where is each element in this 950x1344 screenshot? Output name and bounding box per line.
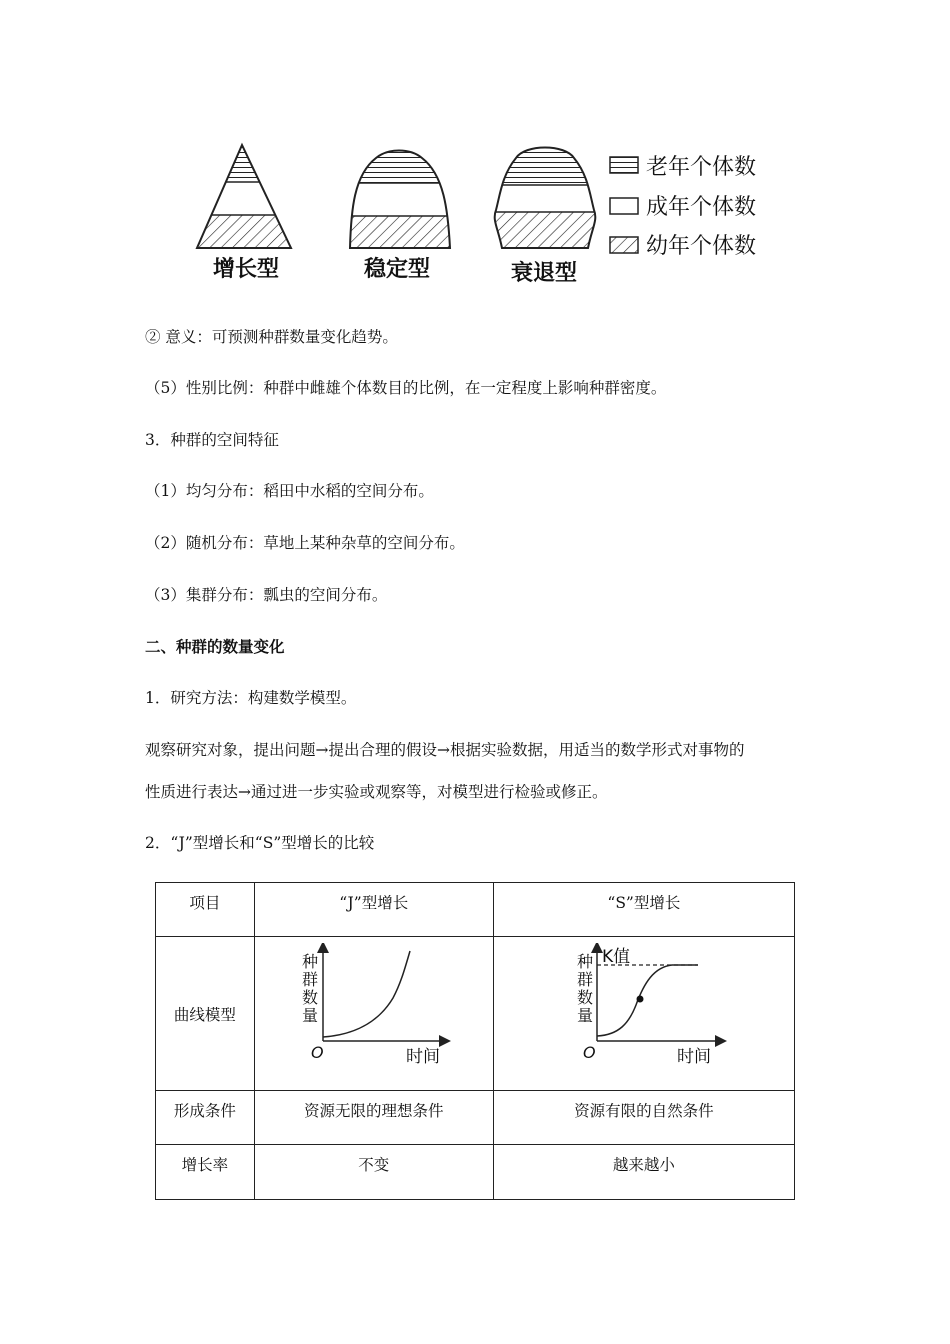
j-curve — [323, 951, 410, 1037]
s-curve — [597, 965, 698, 1036]
header-item: 项目 — [156, 883, 255, 937]
j-ylabel-0: 种 — [301, 952, 318, 971]
cell-j-curve — [254, 937, 493, 1091]
label-declining: 衰退型 — [511, 261, 578, 286]
s-inflection-point — [636, 996, 643, 1003]
pyramid-growth — [180, 145, 310, 248]
cell-s-rate: 越来越小 — [493, 1145, 794, 1200]
j-ylabel-1: 群 — [301, 970, 318, 989]
s-ylabel-0: 种 — [576, 952, 593, 971]
label-stable: 稳定型 — [364, 257, 431, 282]
cell-j-conditions: 资源无限的理想条件 — [254, 1091, 493, 1145]
label-growth: 增长型 — [213, 257, 280, 282]
j-ylabel-3: 量 — [301, 1006, 318, 1025]
pyramid-stable — [340, 145, 460, 248]
table-row-curve — [156, 937, 795, 1091]
s-ylabel-1: 群 — [576, 970, 593, 989]
row-label-curve: 曲线模型 — [156, 937, 255, 1091]
legend-swatch-adult — [610, 198, 638, 214]
header-s: “S”型增长 — [493, 883, 794, 937]
s-ylabel-3: 量 — [576, 1006, 593, 1025]
s-ylabel-2: 数 — [576, 988, 593, 1007]
legend-swatch-young — [610, 237, 638, 253]
table-header-row — [156, 883, 795, 937]
paragraph-method: 1．研究方法：构建数学模型。 — [145, 689, 357, 707]
j-xlabel: 时间 — [405, 1047, 440, 1067]
legend-adult-label: 成年个体数 — [646, 195, 757, 220]
j-ylabel-2: 数 — [301, 988, 318, 1007]
s-k-label: K值 — [601, 947, 630, 967]
header-j: “J”型增长 — [254, 883, 493, 937]
j-origin: O — [310, 1043, 324, 1062]
heading-compare: 2．“J”型增长和“S”型增长的比较 — [145, 834, 375, 852]
legend-swatch-old — [610, 157, 638, 173]
legend — [610, 155, 756, 259]
paragraph-random: （2）随机分布：草地上某种杂草的空间分布。 — [145, 534, 465, 552]
cell-s-curve — [493, 937, 794, 1091]
paragraph-significance: ② 意义：可预测种群数量变化趋势。 — [145, 328, 398, 346]
row-label-rate: 增长率 — [156, 1145, 255, 1200]
s-origin: O — [582, 1043, 596, 1062]
cell-s-conditions: 资源有限的自然条件 — [493, 1091, 794, 1145]
pyramid-declining — [480, 140, 610, 248]
paragraph-process-2: 性质进行表达→通过进一步实验或观察等，对模型进行检验或修正。 — [145, 783, 608, 801]
table-row-rate — [156, 1145, 795, 1200]
paragraph-clumped: （3）集群分布：瓢虫的空间分布。 — [145, 586, 388, 604]
paragraph-process-1: 观察研究对象，提出问题→提出合理的假设→根据实验数据，用适当的数学形式对事物的 — [145, 741, 745, 759]
section-heading-two: 二、种群的数量变化 — [145, 638, 285, 656]
legend-old-label: 老年个体数 — [646, 155, 757, 180]
s-curve-graph — [574, 943, 774, 1067]
heading-spatial: 3．种群的空间特征 — [145, 431, 279, 449]
row-label-conditions: 形成条件 — [156, 1091, 255, 1145]
paragraph-uniform: （1）均匀分布：稻田中水稻的空间分布。 — [145, 482, 434, 500]
table-row-conditions — [156, 1091, 795, 1145]
s-xlabel: 时间 — [676, 1047, 711, 1067]
comparison-table — [155, 882, 795, 1200]
j-curve-graph — [293, 943, 493, 1067]
paragraph-sex-ratio: （5）性别比例：种群中雌雄个体数目的比例，在一定程度上影响种群密度。 — [145, 379, 667, 397]
cell-j-rate: 不变 — [254, 1145, 493, 1200]
age-structure-figure — [180, 130, 780, 295]
legend-young-label: 幼年个体数 — [646, 234, 757, 259]
